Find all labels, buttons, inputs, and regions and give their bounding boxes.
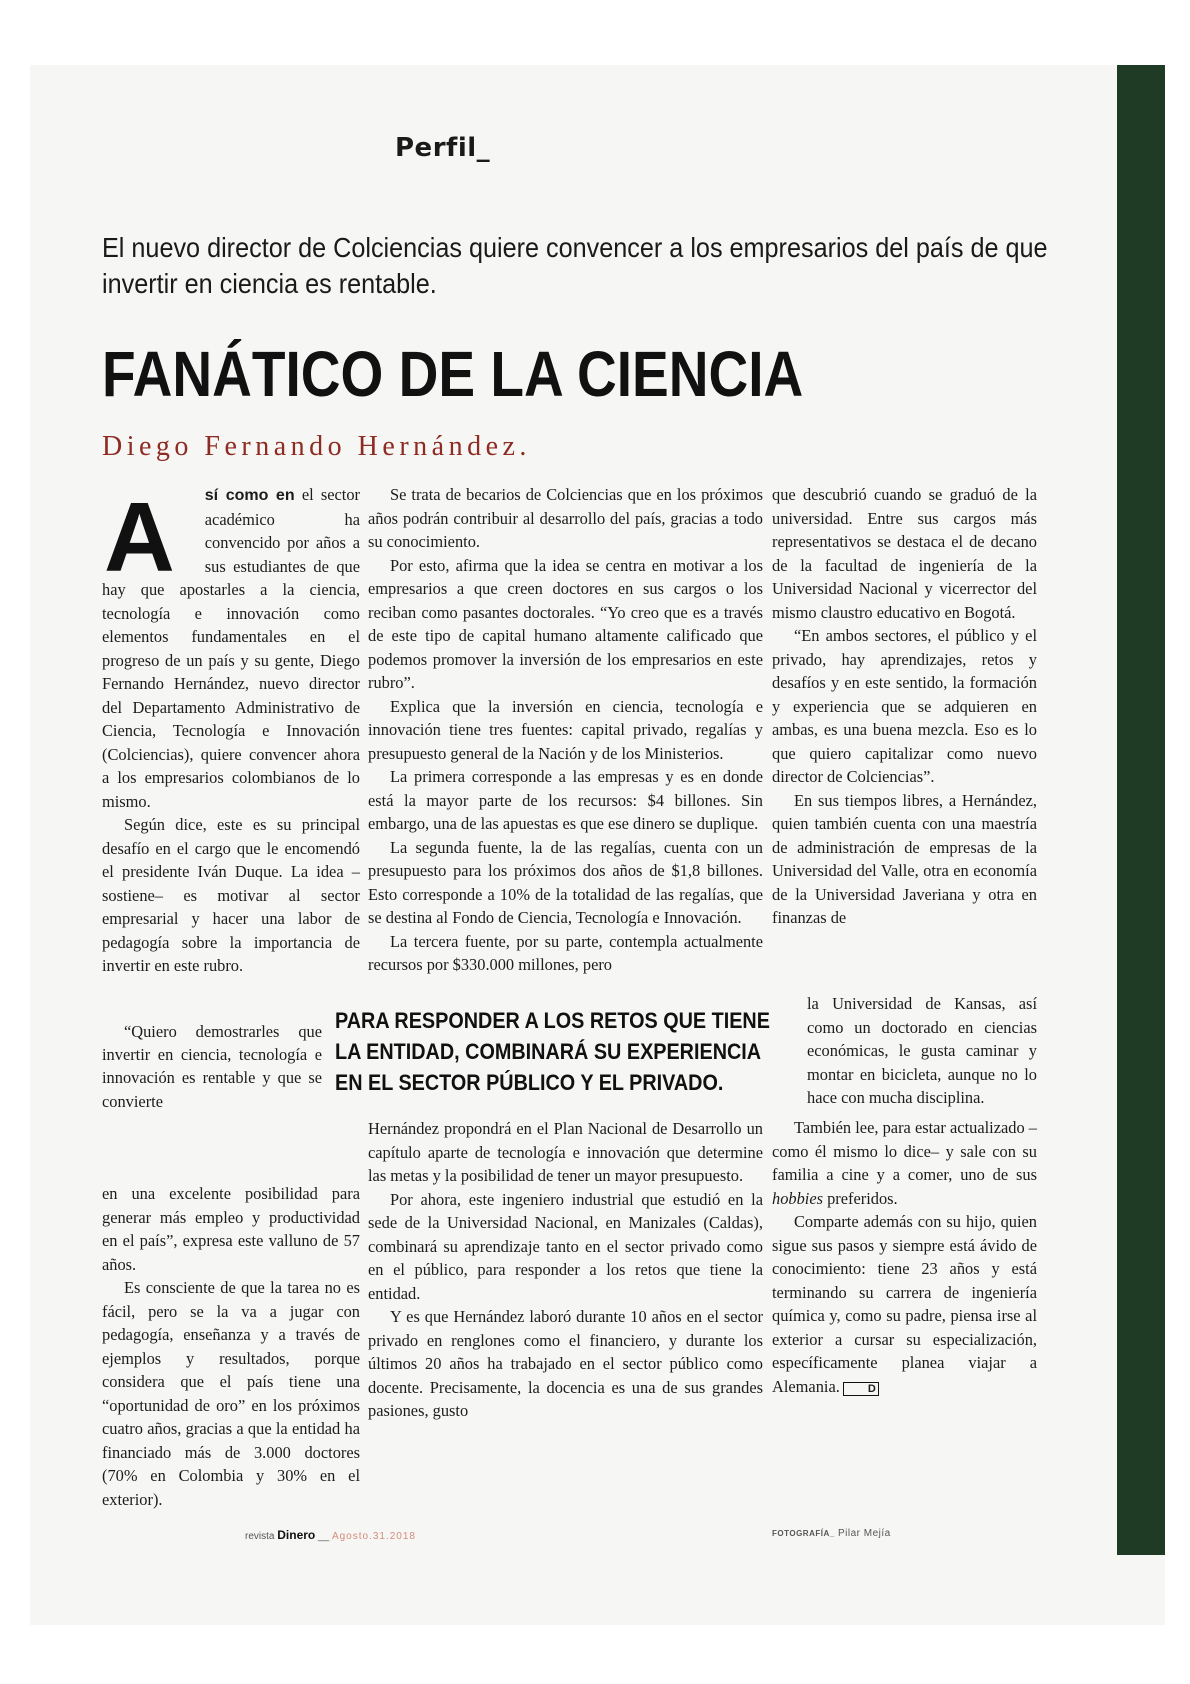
paragraph-text: el sector académico ha convencido por años a sus estudiantes de que hay que apostarles a la ciencia, tecnología e innovación como elementos fundamentales en el progreso de un país y su gente, Diego Fernando Hernández, nuevo director del Departamento Administrativo de Ciencia, Tecnología e Innovación (Colciencias), quiere convencer ahora a los empresarios colombianos de lo mismo.	[102, 485, 360, 811]
footer-prefix: revista	[245, 1531, 275, 1542]
column-3-bottom	[772, 1116, 1037, 1398]
paragraph: Y es que Hernández laboró durante 10 años en el sector privado en renglones como el financiero, y durante los últimos 20 años ha trabajado en el sector público como docente. Precisamente, la docencia es una de sus grandes pasiones, gusto	[368, 1307, 763, 1420]
paragraph: Hernández propondrá en el Plan Nacional de Desarrollo un capítulo aparte de tecnología e innovación que determine las metas y la posibilidad de tener un mayor presupuesto.	[368, 1119, 763, 1185]
column-3-narrow	[807, 992, 1037, 1110]
paragraph: “En ambos sectores, el público y el privado, hay aprendizajes, retos y desafíos y en este sentido, la formación y experiencia que se adquieren en ambas, es una buena mezcla. Eso es lo que quiero capitalizar como nuevo director de Colciencias”.	[772, 626, 1037, 786]
column-1-narrow	[102, 1020, 322, 1113]
pull-quote: PARA RESPONDER A LOS RETOS QUE TIENE LA ENTIDAD, COMBINARÁ SU EXPERIENCIA EN EL SECTOR PÚBLICO Y EL PRIVADO.	[335, 1008, 770, 1095]
paragraph-text: Comparte además con su hijo, quien sigue sus pasos y siempre está ávido de conocimiento: tiene 23 años y está terminando su carrera de ingeniería química y, como su padre, piensa irse al exterior a cursar su especialización, específicamente planea viajar a Alemania.	[772, 1212, 1037, 1396]
paragraph: Explica que la inversión en ciencia, tecnología e innovación tiene tres fuentes: capital privado, regalías y presupuesto general de la Nación y de los Ministerios.	[368, 696, 763, 763]
column-2-bottom	[368, 1117, 763, 1423]
footer-separator: __	[318, 1531, 330, 1542]
paragraph	[772, 1210, 1037, 1398]
italic-word: hobbies	[772, 1188, 823, 1208]
paragraph: la Universidad de Kansas, así como un doctorado en ciencias económicas, le gusta caminar y montar en bicicleta, aunque no lo hace con mucha disciplina.	[807, 994, 1037, 1107]
photographer-name: Pilar Mejía	[837, 1528, 891, 1539]
paragraph: que descubrió cuando se graduó de la universidad. Entre sus cargos más representativos se destaca el de decano de la facultad de ingeniería de la Universidad Nacional y vicerrector del mismo claustro educativo en Bogotá.	[772, 485, 1037, 622]
drop-cap: A	[104, 482, 175, 592]
article-headline: FANÁTICO DE LA CIENCIA	[102, 338, 804, 410]
column-3	[772, 483, 1037, 930]
paragraph: en una excelente posibilidad para generar más empleo y productividad en el país”, expresa este valluno de 57 años.	[102, 1184, 360, 1274]
paragraph: Por esto, afirma que la idea se centra en motivar a los empresarios a que creen doctores en sus cargos o los reciban como pasantes doctorales. “Yo creo que es a través de este tipo de capital humano altamente calificado que podemos promover la inversión de los empresarios en este rubro”.	[368, 555, 763, 692]
footer-brand: Dinero	[277, 1528, 316, 1542]
column-1	[102, 483, 360, 978]
lead-in: sí como en	[204, 487, 295, 504]
magazine-page	[30, 65, 1165, 1625]
paragraph: La tercera fuente, por su parte, contempla actualmente recursos por $330.000 millones, pero	[368, 931, 763, 974]
photo-credit-label: FOTOGRAFÍA_	[772, 1529, 835, 1538]
paragraph: La primera corresponde a las empresas y es en donde está la mayor parte de los recursos: $4 billones. Sin embargo, una de las apuestas es que ese dinero se duplique.	[368, 767, 763, 833]
paragraph: Por ahora, este ingeniero industrial que estudió en la sede de la Universidad Nacional, en Manizales (Caldas), combinará su aprendizaje tanto en el sector privado como en el público, para responder a los retos que tiene la entidad.	[368, 1189, 763, 1303]
paragraph-text: También lee, para estar actualizado –como él mismo lo dice– y sale con su familia a cine y a comer, uno de sus	[772, 1118, 1037, 1184]
column-2	[368, 483, 763, 977]
paragraph: La segunda fuente, la de las regalías, cuenta con un presupuesto para los próximos dos años de $1,8 billones. Esto corresponde a 10% de la totalidad de las regalías, que se destina al Fondo de Ciencia, Tecnología e Innovación.	[368, 837, 763, 927]
article-byline: Diego Fernando Hernández.	[102, 431, 531, 462]
paragraph: Es consciente de que la tarea no es fácil, pero se la va a jugar con pedagogía, enseñanza y a través de ejemplos y resultados, porque considera que el país tiene una “oportunidad de oro” en los próximos cuatro años, gracias a que la entidad ha financiado más de 3.000 doctores (70% en Colombia y 30% en el exterior).	[102, 1278, 360, 1509]
section-label: Perfil_	[395, 133, 491, 163]
paragraph: “Quiero demostrarles que invertir en ciencia, tecnología e innovación es rentable y que se convierte	[102, 1022, 322, 1111]
page-edge-strip	[1117, 65, 1165, 1555]
paragraph	[772, 1116, 1037, 1210]
footer-date: Agosto.31.2018	[331, 1531, 416, 1542]
footer-photo-credit	[772, 1528, 891, 1539]
article-deck: El nuevo director de Colciencias quiere convencer a los empresarios del país de que invertir en ciencia es rentable.	[102, 232, 1048, 299]
end-mark-icon: D	[843, 1382, 879, 1396]
paragraph: En sus tiempos libres, a Hernández, quien también cuenta con una maestría de administración de empresas de la Universidad del Valle, otra en economía de la Universidad Javeriana y otra en finanzas de	[772, 790, 1037, 927]
footer-publication	[245, 1528, 416, 1542]
paragraph: Se trata de becarios de Colciencias que en los próximos años podrán contribuir al desarrollo del país, gracias a todo su conocimiento.	[368, 485, 763, 551]
paragraph	[102, 483, 360, 813]
column-1-bottom	[102, 1182, 360, 1511]
paragraph-text: preferidos.	[827, 1188, 898, 1208]
paragraph: Según dice, este es su principal desafío en el cargo que le encomendó el presidente Iván Duque. La idea –sostiene– es motivar al sector empresarial y hacer una labor de pedagogía sobre la importancia de invertir en este rubro.	[102, 815, 360, 975]
